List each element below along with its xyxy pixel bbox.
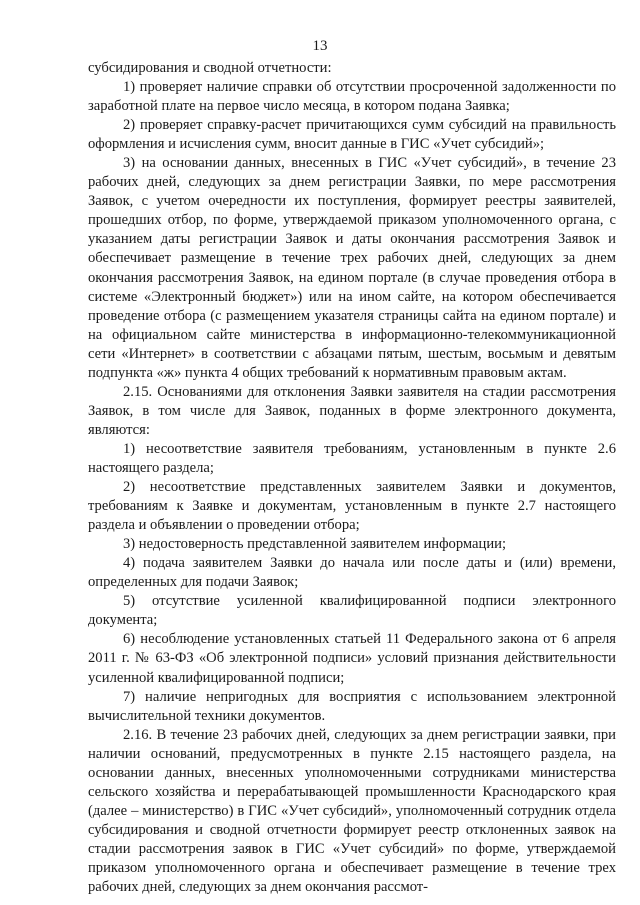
- paragraph-reason-6: 6) несоблюдение установленных статьей 11 Федерального закона от 6 апреля 2011 г. № 63-ФЗ «Об электронной подписи» условий признания действительности усиленной квалифицированной подписи;: [88, 631, 616, 686]
- paragraph-continuation: субсидирования и сводной отчетности:: [88, 60, 332, 76]
- paragraph-item-3: 3) на основании данных, внесенных в ГИС «Учет субсидий», в течение 23 рабочих дней, следующих за днем регистрации Заявки, по мере рассмотрения Заявок, с учетом очередности их поступления, формирует реестры заявителей, прошедших отбор, по форме, утверждаемой приказом уполномоченного органа, с указанием даты регистрации Заявок и даты окончания рассмотрения Заявок и обеспечивает размещение в течение трех рабочих дней, следующих за днем окончания рассмотрения Заявок, на едином портале (в случае проведения отбора в системе «Электронный бюджет») или на ином сайте, на котором обеспечивается проведение отбора (с размещением указателя страницы сайта на едином портале) и на официальном сайте министерства в информационно-телекоммуникационной сети «Интернет» в соответствии с абзацами пятым, шестым, восьмым и девятым подпункта «ж» пункта 4 общих требований к нормативным правовым актам.: [88, 155, 616, 381]
- paragraph-item-2: 2) проверяет справку-расчет причитающихся сумм субсидий на правильность оформления и исчисления сумм, вносит данные в ГИС «Учет субсидий»;: [88, 117, 616, 153]
- paragraph-reason-4: 4) подача заявителем Заявки до начала или после даты и (или) времени, определенных для подачи Заявок;: [88, 555, 616, 591]
- paragraph-reason-5: 5) отсутствие усиленной квалифицированной подписи электронного документа;: [88, 593, 616, 629]
- paragraph-clause-2-16: 2.16. В течение 23 рабочих дней, следующих за днем регистрации заявки, при наличии оснований, предусмотренных в пункте 2.15 настоящего раздела, на основании данных, внесенных уполномоченными сотрудниками министерства сельского хозяйства и перерабатывающей промышленности Краснодарского края (далее – министерство) в ГИС «Учет субсидий», уполномоченный сотрудник отдела субсидирования и сводной отчетности формирует реестр отклоненных заявок на стадии рассмотрения заявок в ГИС «Учет субсидий» по форме, утверждаемой приказом уполномоченного органа и обеспечивает размещение в течение трех рабочих дней, следующих за днем окончания рассмот-: [88, 726, 616, 896]
- paragraph-reason-3: 3) недостоверность представленной заявителем информации;: [123, 536, 507, 553]
- document-body: [88, 59, 616, 897]
- page-number: 13: [312, 38, 328, 54]
- paragraph-item-1: 1) проверяет наличие справки об отсутствии просроченной задолженности по заработной плате на первое число месяца, в котором подана Заявка;: [88, 79, 616, 115]
- paragraph-reason-2: 2) несоответствие представленных заявителем Заявки и документов, требованиям к Заявке и документам, установленным в пункте 2.7 настоящего раздела и объявлении о проведении отбора;: [88, 479, 616, 534]
- paragraph-reason-1: 1) несоответствие заявителя требованиям, установленным в пункте 2.6 настоящего раздела;: [88, 440, 616, 476]
- paragraph-reason-7: 7) наличие непригодных для восприятия с использованием электронной вычислительной техники документов.: [88, 688, 616, 724]
- paragraph-clause-2-15: 2.15. Основаниями для отклонения Заявки заявителя на стадии рассмотрения Заявок, в том числе для Заявок, поданных в форме электронного документа, являются:: [88, 383, 616, 438]
